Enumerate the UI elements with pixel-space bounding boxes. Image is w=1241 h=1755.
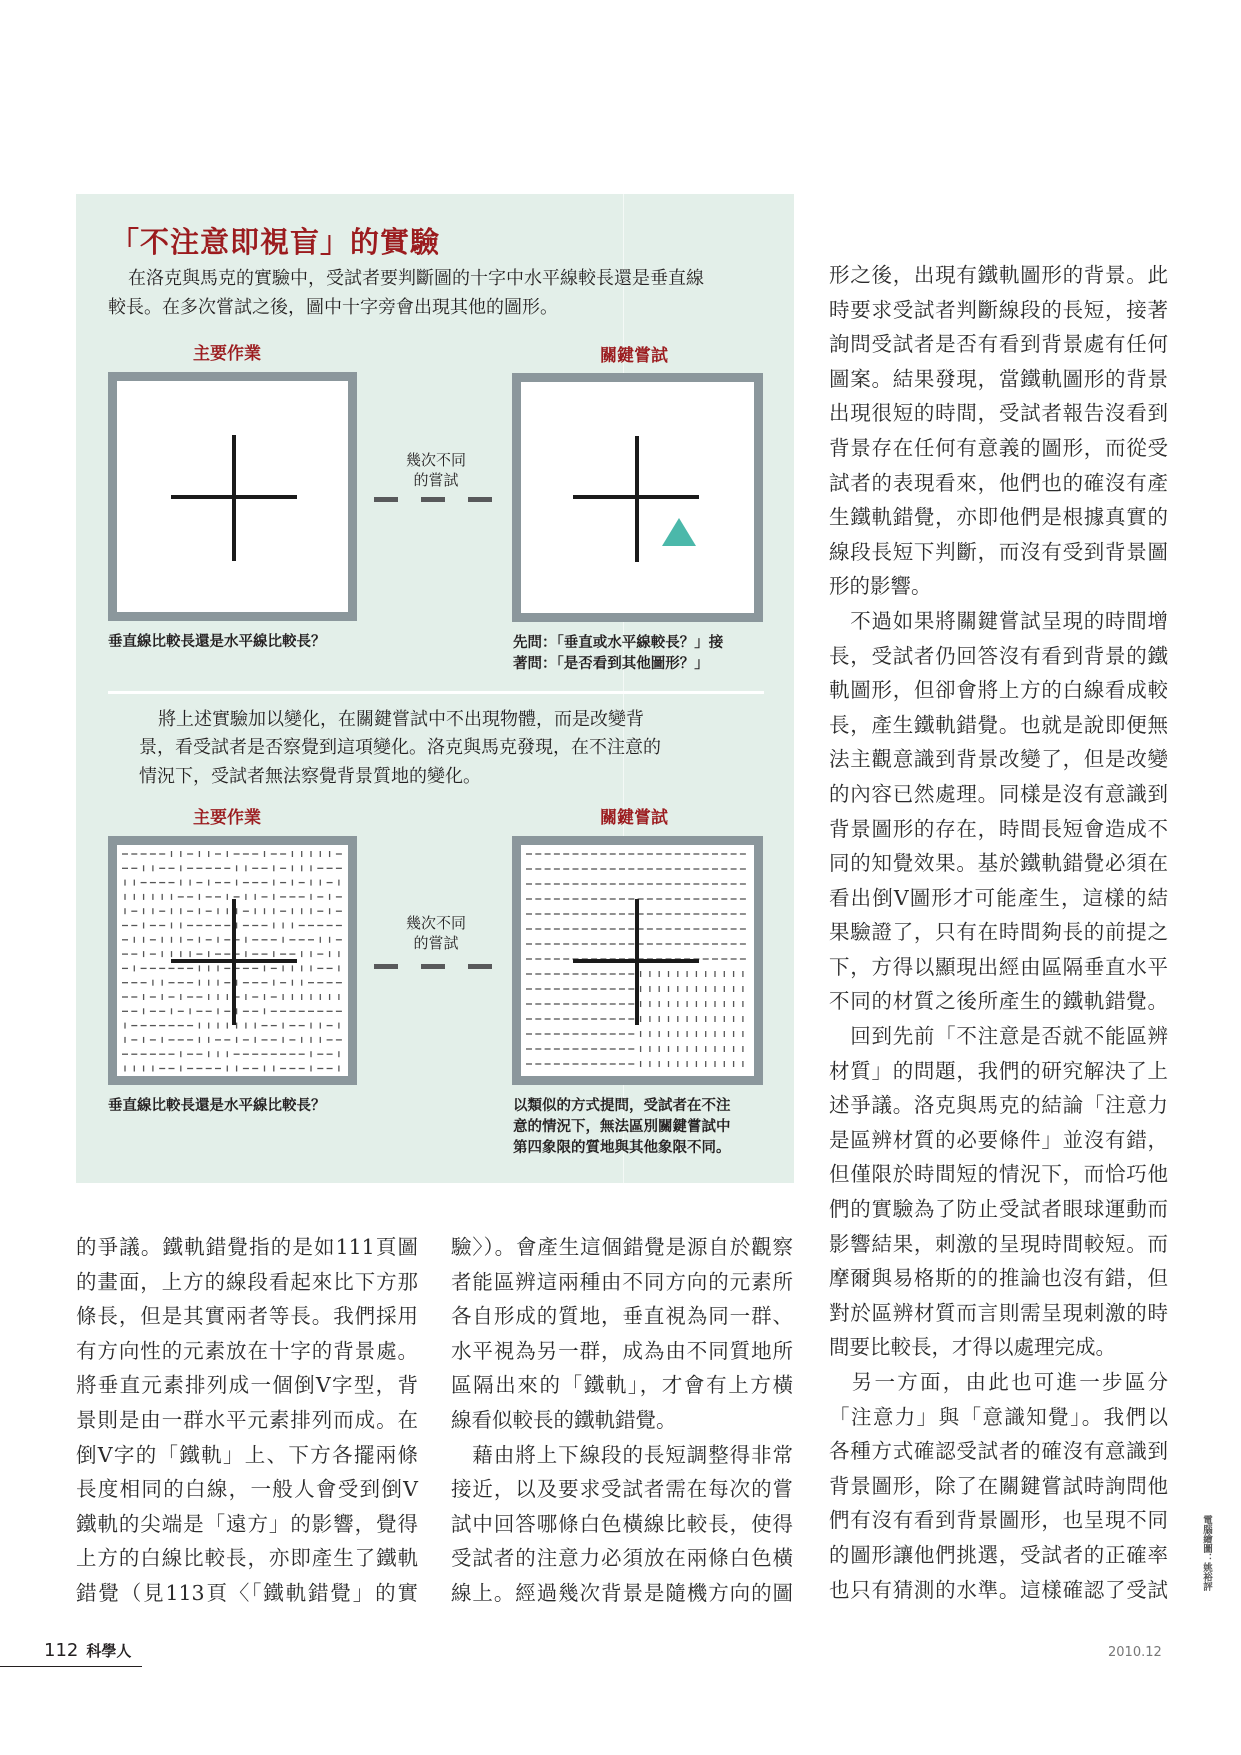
intro-line: 較長。在多次嘗試之後，圖中十字旁會出現其他的圖形。	[108, 297, 558, 318]
variation-line: 將上述實驗加以變化，在關鍵嘗試中不出現物體，而是改變背	[158, 709, 644, 730]
variation-line: 景，看受試者是否察覺到這項變化。洛克與馬克發現，在不注意的	[139, 737, 661, 758]
cross-vertical	[635, 899, 639, 1025]
text-line: 摩爾與易格斯的的推論也沒有錯，但	[829, 1266, 1168, 1291]
text-line: 的圖形讓他們挑選，受試者的正確率	[829, 1542, 1168, 1567]
label-critical-trial: 關鍵嘗試	[600, 808, 668, 828]
text-line: 是區辨材質的必要條件」並沒有錯，	[829, 1127, 1168, 1152]
text-line: 對於區辨材質而言則需呈現刺激的時	[829, 1300, 1168, 1325]
caption-critical-trial	[513, 1096, 731, 1159]
text-line: 長，受試者仍回答沒有看到背景的鐵	[829, 643, 1168, 668]
text-line: 們有沒有看到背景圖形，也呈現不同	[829, 1508, 1168, 1533]
trials-label	[376, 450, 496, 490]
text-line: 背景存在任何有意義的圖形，而從受	[829, 435, 1168, 460]
text-line: 時要求受試者判斷線段的長短，接著	[829, 297, 1168, 322]
trials-label-line: 幾次不同	[405, 914, 466, 932]
text-line: 水平視為另一群，成為由不同質地所	[451, 1338, 793, 1363]
sidebar-title: 「不注意即視盲」的實驗	[110, 225, 441, 259]
text-line: 看出倒V圖形才可能產生，這樣的結	[829, 885, 1168, 910]
text-line: 有方向性的元素放在十字的背景處。	[76, 1338, 418, 1363]
illustration-credit: 電腦繪圖：姚裕評	[1201, 1515, 1212, 1591]
trials-label-line: 的嘗試	[413, 934, 459, 952]
caption-line: 著問：「是否看到其他圖形？」	[513, 656, 709, 672]
text-line: 圖案。結果發現，當鐵軌圖形的背景	[829, 366, 1168, 391]
text-line: 的爭議。鐵軌錯覺指的是如111頁圖	[76, 1235, 418, 1259]
text-line: 回到先前「不注意是否就不能區辨	[829, 1024, 1168, 1049]
caption-main-task: 垂直線比較長還是水平線比較長？	[108, 634, 326, 650]
caption-line: 先問：「垂直或水平線較長？」接	[513, 635, 724, 651]
text-line: 試中回答哪條白色橫線比較長，使得	[451, 1511, 793, 1536]
text-line: 軌圖形，但卻會將上方的白線看成較	[829, 678, 1168, 703]
trials-label-line: 的嘗試	[413, 471, 459, 489]
text-line: 各自形成的質地，垂直視為同一群、	[451, 1304, 793, 1329]
dash-mark	[374, 497, 398, 502]
text-line: 接近，以及要求受試者需在每次的嘗	[451, 1477, 793, 1502]
body-column-right	[829, 258, 1168, 1607]
dash-mark	[374, 964, 398, 969]
text-line: 形的影響。	[829, 574, 932, 599]
caption-critical-trial	[513, 633, 723, 675]
dash-mark	[421, 497, 445, 502]
text-line: 藉由將上下線段的長短調整得非常	[451, 1442, 793, 1467]
triangle-icon	[662, 517, 698, 547]
caption-line: 意的情況下，無法區別關鍵嘗試中	[513, 1119, 731, 1135]
text-line: 的畫面，上方的線段看起來比下方那	[76, 1269, 418, 1294]
text-line: 也只有猜測的水準。這樣確認了受試	[829, 1577, 1168, 1602]
text-line: 驗〉）。會產生這個錯覺是源自於觀察	[451, 1235, 793, 1259]
text-line: 下，方得以顯現出經由區隔垂直水平	[829, 954, 1168, 979]
cross-vertical	[232, 435, 236, 561]
text-line: 長度相同的白線，一般人會受到倒V	[76, 1477, 418, 1502]
text-line: 各種方式確認受試者的確沒有意識到	[829, 1439, 1168, 1464]
text-line: 材質」的問題，我們的研究解決了上	[829, 1058, 1168, 1083]
text-line: 受試者的注意力必須放在兩條白色橫	[451, 1546, 793, 1571]
trials-label-line: 幾次不同	[405, 451, 466, 469]
issue-date: 2010.12	[1108, 1645, 1162, 1660]
text-line: 同的知覺效果。基於鐵軌錯覺必須在	[829, 851, 1168, 876]
text-line: 「注意力」與「意識知覺」。我們以	[829, 1404, 1168, 1429]
magazine-name: 科學人	[86, 1642, 132, 1660]
trials-label	[376, 913, 496, 953]
text-line: 的內容已然處理。同樣是沒有意識到	[829, 781, 1168, 806]
critical-trial-figure	[512, 373, 763, 622]
page-number: 112	[44, 1640, 79, 1661]
text-line: 背景圖形，除了在關鍵嘗試時詢問他	[829, 1473, 1168, 1498]
text-line: 鐵軌的尖端是「遠方」的影響，覺得	[76, 1511, 418, 1536]
caption-line: 第四象限的質地與其他象限不同。	[513, 1140, 731, 1156]
text-line: 長，產生鐵軌錯覺。也就是說即便無	[829, 712, 1168, 737]
text-line: 不過如果將關鍵嘗試呈現的時間增	[829, 608, 1168, 633]
text-line: 背景圖形的存在，時間長短會造成不	[829, 816, 1168, 841]
text-line: 試者的表現看來，他們也的確沒有產	[829, 470, 1168, 495]
variation-line: 情況下，受試者無法察覺背景質地的變化。	[139, 766, 481, 787]
cross-vertical	[635, 436, 639, 562]
critical-trial-texture-figure	[512, 836, 763, 1085]
body-column-left	[76, 1230, 418, 1611]
text-line: 不同的材質之後所產生的鐵軌錯覺。	[829, 989, 1168, 1014]
text-line: 倒V字的「鐵軌」上、下方各擺兩條	[76, 1442, 418, 1467]
intro-line: 在洛克與馬克的實驗中，受試者要判斷圖的十字中水平線較長還是垂直線	[128, 268, 704, 289]
divider	[108, 691, 764, 694]
text-line: 但僅限於時間短的情況下，而恰巧他	[829, 1162, 1168, 1187]
label-main-task: 主要作業	[193, 344, 261, 364]
text-line: 景則是由一群水平元素排列而成。在	[76, 1407, 418, 1432]
text-line: 出現很短的時間，受試者報告沒看到	[829, 401, 1168, 426]
text-line: 法主觀意識到背景改變了，但是改變	[829, 747, 1168, 772]
body-column-middle	[451, 1230, 793, 1611]
page-footer	[44, 1640, 131, 1661]
text-line: 述爭議。洛克與馬克的結論「注意力	[829, 1093, 1168, 1118]
footer-rule	[0, 1666, 142, 1667]
text-line: 詢問受試者是否有看到背景處有任何	[829, 332, 1168, 357]
text-line: 線看似較長的鐵軌錯覺。	[451, 1407, 677, 1432]
dash-mark	[421, 964, 445, 969]
text-line: 線段長短下判斷，而沒有受到背景圖	[829, 539, 1168, 564]
dash-mark	[468, 964, 492, 969]
caption-main-task: 垂直線比較長還是水平線比較長？	[108, 1098, 326, 1114]
text-line: 間要比較長，才得以處理完成。	[829, 1335, 1116, 1360]
text-line: 果驗證了，只有在時間夠長的前提之	[829, 920, 1168, 945]
dash-mark	[468, 497, 492, 502]
text-line: 們的實驗為了防止受試者眼球運動而	[829, 1197, 1168, 1222]
text-line: 者能區辨這兩種由不同方向的元素所	[451, 1269, 793, 1294]
text-line: 生鐵軌錯覺，亦即他們是根據真實的	[829, 505, 1168, 530]
text-line: 另一方面，由此也可進一步區分	[829, 1370, 1168, 1394]
text-line: 影響結果，刺激的呈現時間較短。而	[829, 1231, 1168, 1256]
label-main-task: 主要作業	[193, 808, 261, 828]
text-line: 將垂直元素排列成一個倒V字型，背	[76, 1373, 418, 1398]
label-critical-trial: 關鍵嘗試	[600, 346, 668, 366]
text-line: 區隔出來的「鐵軌」，才會有上方橫	[451, 1373, 793, 1398]
text-line: 錯覺（見113頁〈「鐵軌錯覺」的實	[76, 1580, 418, 1605]
main-task-texture-figure	[108, 836, 357, 1085]
text-line: 上方的白線比較長，亦即產生了鐵軌	[76, 1546, 418, 1571]
cross-vertical	[232, 899, 236, 1025]
main-task-figure	[108, 372, 357, 621]
text-line: 線上。經過幾次背景是隨機方向的圖	[451, 1580, 793, 1605]
text-line: 形之後，出現有鐵軌圖形的背景。此	[829, 263, 1168, 287]
caption-line: 以類似的方式提問，受試者在不注	[513, 1098, 731, 1114]
text-line: 條長，但是其實兩者等長。我們採用	[76, 1304, 418, 1329]
